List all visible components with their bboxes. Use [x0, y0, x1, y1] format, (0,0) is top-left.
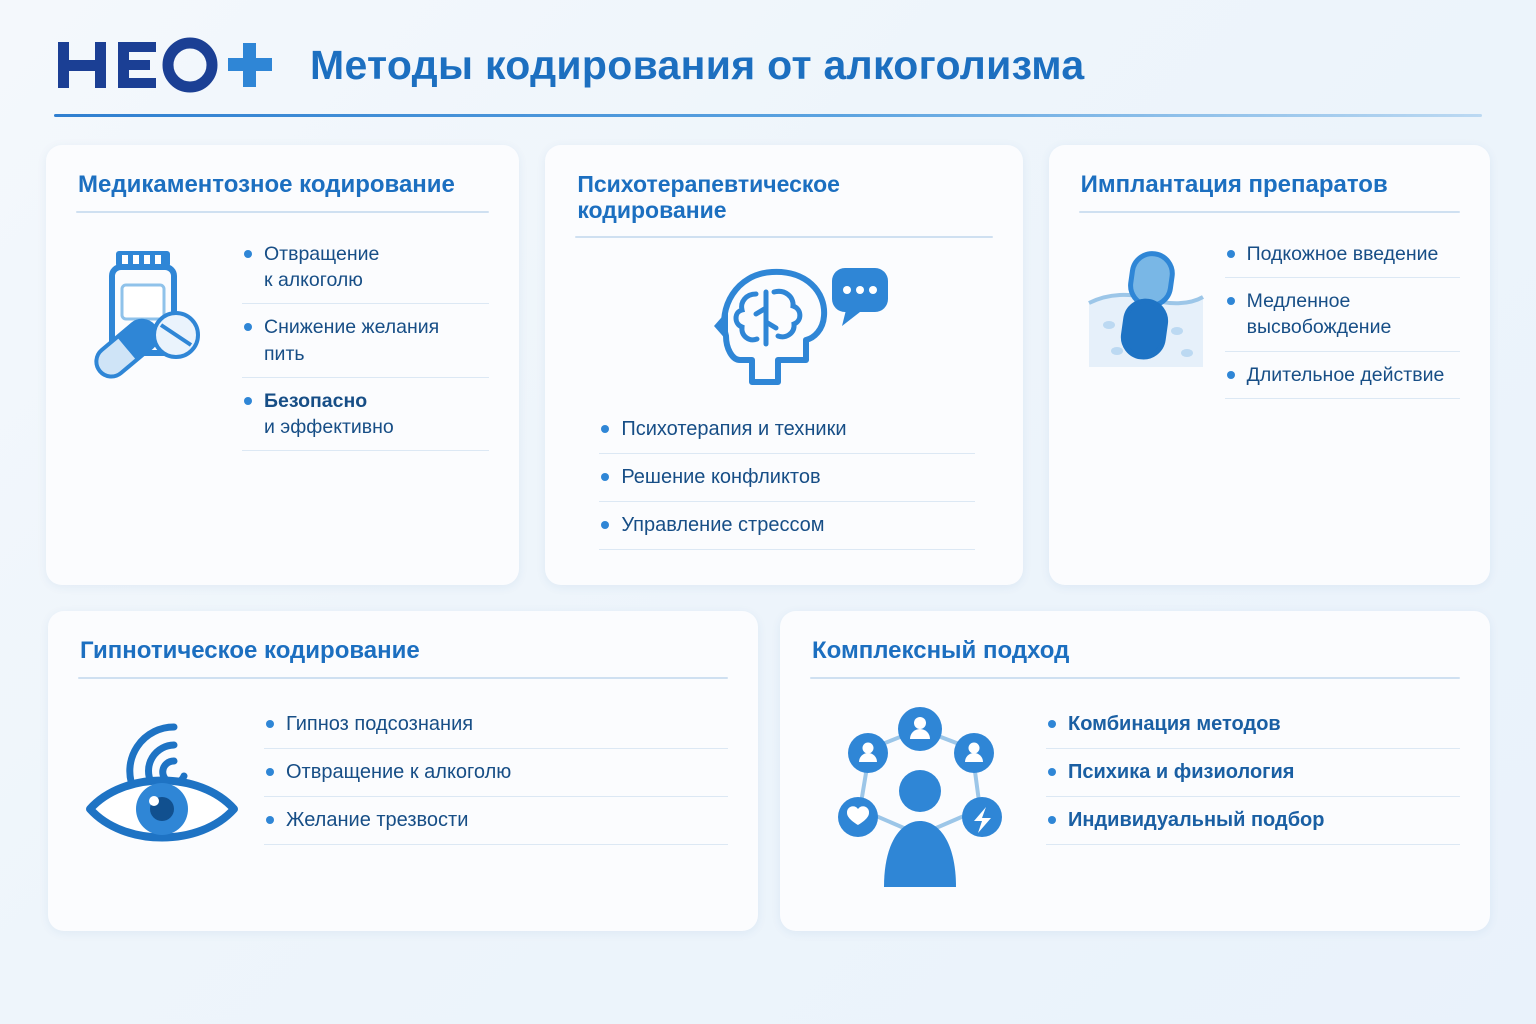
head-brain-speech-icon — [575, 248, 992, 398]
bullet-line2: и эффективно — [264, 416, 394, 439]
neo-plus-logo — [56, 34, 276, 96]
bullet-item — [242, 388, 489, 452]
bullet-item: Управление стрессом — [599, 512, 974, 550]
header-divider — [54, 114, 1482, 117]
people-network-icon — [810, 701, 1030, 895]
card-body — [1079, 235, 1460, 407]
card-title: Медикаментозное кодирование — [78, 171, 455, 198]
bullet-list — [242, 235, 489, 460]
card-title: Имплантация препаратов — [1080, 171, 1388, 198]
bullet-item: Индивидуальный подбор — [1046, 807, 1460, 845]
card-title: Комплексный подход — [812, 637, 1070, 664]
bullet-list — [1225, 235, 1460, 407]
bullet-item: Решение конфликтов — [599, 464, 974, 502]
bullet-list — [1046, 701, 1460, 895]
bullet-item: Психотерапия и техники — [599, 416, 974, 454]
card-title-divider — [76, 211, 489, 213]
bullet-item: Отвращение к алкоголю — [264, 759, 728, 797]
cards-row-bottom — [46, 611, 1490, 931]
card-body — [78, 701, 728, 865]
card-title-divider — [78, 677, 728, 679]
card-medication[interactable] — [46, 145, 519, 585]
card-complex-approach[interactable] — [780, 611, 1490, 931]
card-title-divider — [1079, 211, 1460, 213]
pill-bottle-icon — [76, 235, 226, 460]
page-title: Методы кодирования от алкоголизма — [310, 41, 1085, 88]
bullet-item: Психика и физиология — [1046, 759, 1460, 797]
header — [46, 34, 1490, 96]
card-title-divider — [810, 677, 1460, 679]
bullet-line2: к алкоголю — [264, 268, 363, 291]
bullet-line1: Медленное — [1246, 289, 1351, 312]
bullet-line1: Отвращение — [264, 242, 380, 265]
bullet-item — [242, 314, 489, 378]
card-title-divider — [575, 236, 992, 238]
bullet-item — [1225, 241, 1460, 278]
bullet-item: Гипноз подсознания — [264, 711, 728, 749]
cards-row-top — [46, 145, 1490, 585]
bullet-line2: пить — [264, 342, 305, 365]
card-body — [76, 235, 489, 460]
bullet-item — [242, 241, 489, 305]
bullet-item — [1225, 288, 1460, 352]
bullet-list — [264, 701, 728, 865]
card-psychotherapy[interactable] — [545, 145, 1022, 585]
bullet-line1: Безопасно — [264, 389, 368, 412]
bullet-item — [1225, 362, 1460, 399]
capsule-implant-icon — [1079, 235, 1209, 407]
card-body — [810, 701, 1460, 895]
card-hypnosis[interactable] — [48, 611, 758, 931]
bullet-list — [575, 416, 992, 558]
card-title: Гипнотическое кодирование — [80, 637, 420, 664]
bullet-line2: высвобождение — [1246, 316, 1392, 339]
bullet-item: Желание трезвости — [264, 807, 728, 845]
card-implantation[interactable] — [1049, 145, 1490, 585]
bullet-line1: Снижение желания — [264, 316, 440, 339]
card-title: Психотерапевтическое кодирование — [577, 171, 840, 224]
bullet-line1: Подкожное введение — [1246, 242, 1439, 265]
eye-spiral-icon — [78, 701, 248, 865]
bullet-line1: Длительное действие — [1246, 363, 1445, 386]
bullet-item: Комбинация методов — [1046, 711, 1460, 749]
